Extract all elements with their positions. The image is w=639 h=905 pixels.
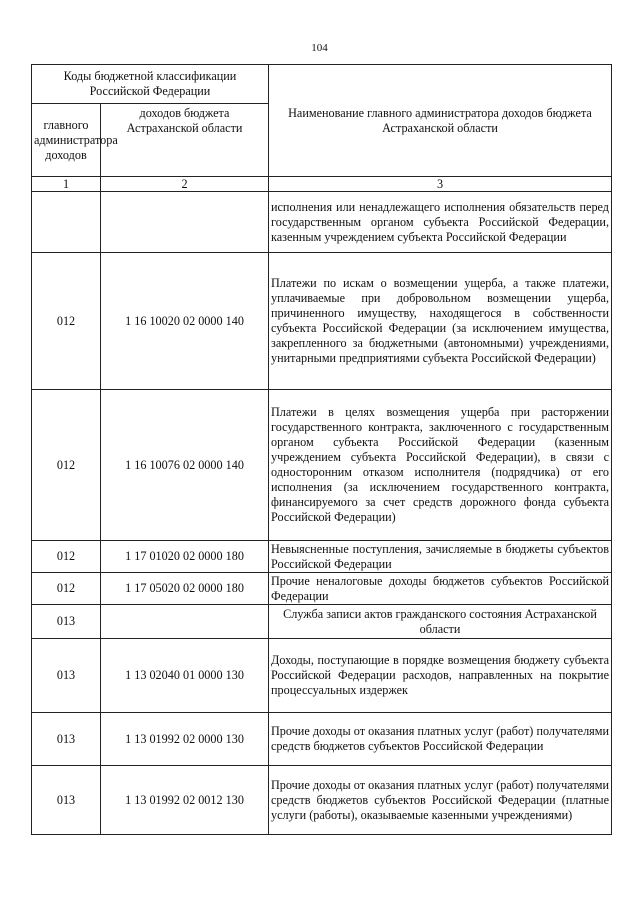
column-number-2: 2 [101, 177, 269, 192]
header-col2: доходов бюджета Астраханской области [101, 104, 269, 177]
revenue-code: 1 16 10076 02 0000 140 [101, 390, 269, 541]
table-row [32, 390, 612, 541]
admin-code: 013 [32, 639, 101, 713]
department-title: Служба записи актов гражданского состояния Астраханской области [269, 605, 612, 639]
revenue-code: 1 17 05020 02 0000 180 [101, 573, 269, 605]
revenue-description: Платежи в целях возмещения ущерба при расторжении государственного контракта, заключенного с государственным органом субъекта Российской Федерации (казенным учреждением субъекта Российской Федерации), в связи с односторонним отказом исполнителя (подрядчика) от его исполнения (за исключением государственного контракта, финансируемого за счет средств дорожного фонда субъекта Российской Федерации) [269, 390, 612, 541]
header-col3: Наименование главного администратора доходов бюджета Астраханской области [269, 65, 612, 177]
revenue-description: Невыясненные поступления, зачисляемые в бюджеты субъектов Российской Федерации [269, 541, 612, 573]
table-row [32, 253, 612, 390]
revenue-code [101, 192, 269, 253]
header-group-title: Коды бюджетной классификации Российской Федерации [32, 65, 269, 104]
table-row [32, 192, 612, 253]
admin-code [32, 192, 101, 253]
admin-code: 012 [32, 573, 101, 605]
admin-code: 013 [32, 605, 101, 639]
table-row [32, 639, 612, 713]
table-row [32, 713, 612, 766]
table-row [32, 541, 612, 573]
admin-code: 012 [32, 253, 101, 390]
revenue-code: 1 13 02040 01 0000 130 [101, 639, 269, 713]
column-number-3: 3 [269, 177, 612, 192]
table-row [32, 605, 612, 639]
column-number-1: 1 [32, 177, 101, 192]
revenue-description: Прочие доходы от оказания платных услуг (работ) получателями средств бюджетов субъектов Российской Федерации [269, 713, 612, 766]
revenue-code: 1 17 01020 02 0000 180 [101, 541, 269, 573]
revenue-description: исполнения или ненадлежащего исполнения обязательств перед государственным органом субъекта Российской Федерации, казенным учреждением субъекта Российской Федерации [269, 192, 612, 253]
page-number: 104 [311, 42, 328, 54]
revenue-description: Доходы, поступающие в порядке возмещения бюджету субъекта Российской Федерации расходов, направленных на покрытие процессуальных издержек [269, 639, 612, 713]
header-col1: главного администратора доходов [32, 104, 101, 177]
table-row [32, 766, 612, 835]
revenue-code: 1 16 10020 02 0000 140 [101, 253, 269, 390]
revenue-description: Платежи по искам о возмещении ущерба, а также платежи, уплачиваемые при добровольном возмещении ущерба, причиненного имуществу, находящегося в собственности субъекта Российской Федерации (за исключением имущества, закрепленного за бюджетными (автономными) учреждениями, унитарными предприятиями субъекта Российской Федерации) [269, 253, 612, 390]
budget-classification-table [31, 64, 612, 835]
admin-code: 013 [32, 766, 101, 835]
revenue-code: 1 13 01992 02 0012 130 [101, 766, 269, 835]
column-number-row [32, 177, 612, 192]
admin-code: 012 [32, 390, 101, 541]
revenue-code [101, 605, 269, 639]
revenue-description: Прочие доходы от оказания платных услуг (работ) получателями средств бюджетов субъектов Российской Федерации (платные услуги (работы), оказываемые казенными учреждениями) [269, 766, 612, 835]
table-header-row [32, 65, 612, 104]
revenue-code: 1 13 01992 02 0000 130 [101, 713, 269, 766]
table-row [32, 573, 612, 605]
admin-code: 012 [32, 541, 101, 573]
admin-code: 013 [32, 713, 101, 766]
revenue-description: Прочие неналоговые доходы бюджетов субъектов Российской Федерации [269, 573, 612, 605]
